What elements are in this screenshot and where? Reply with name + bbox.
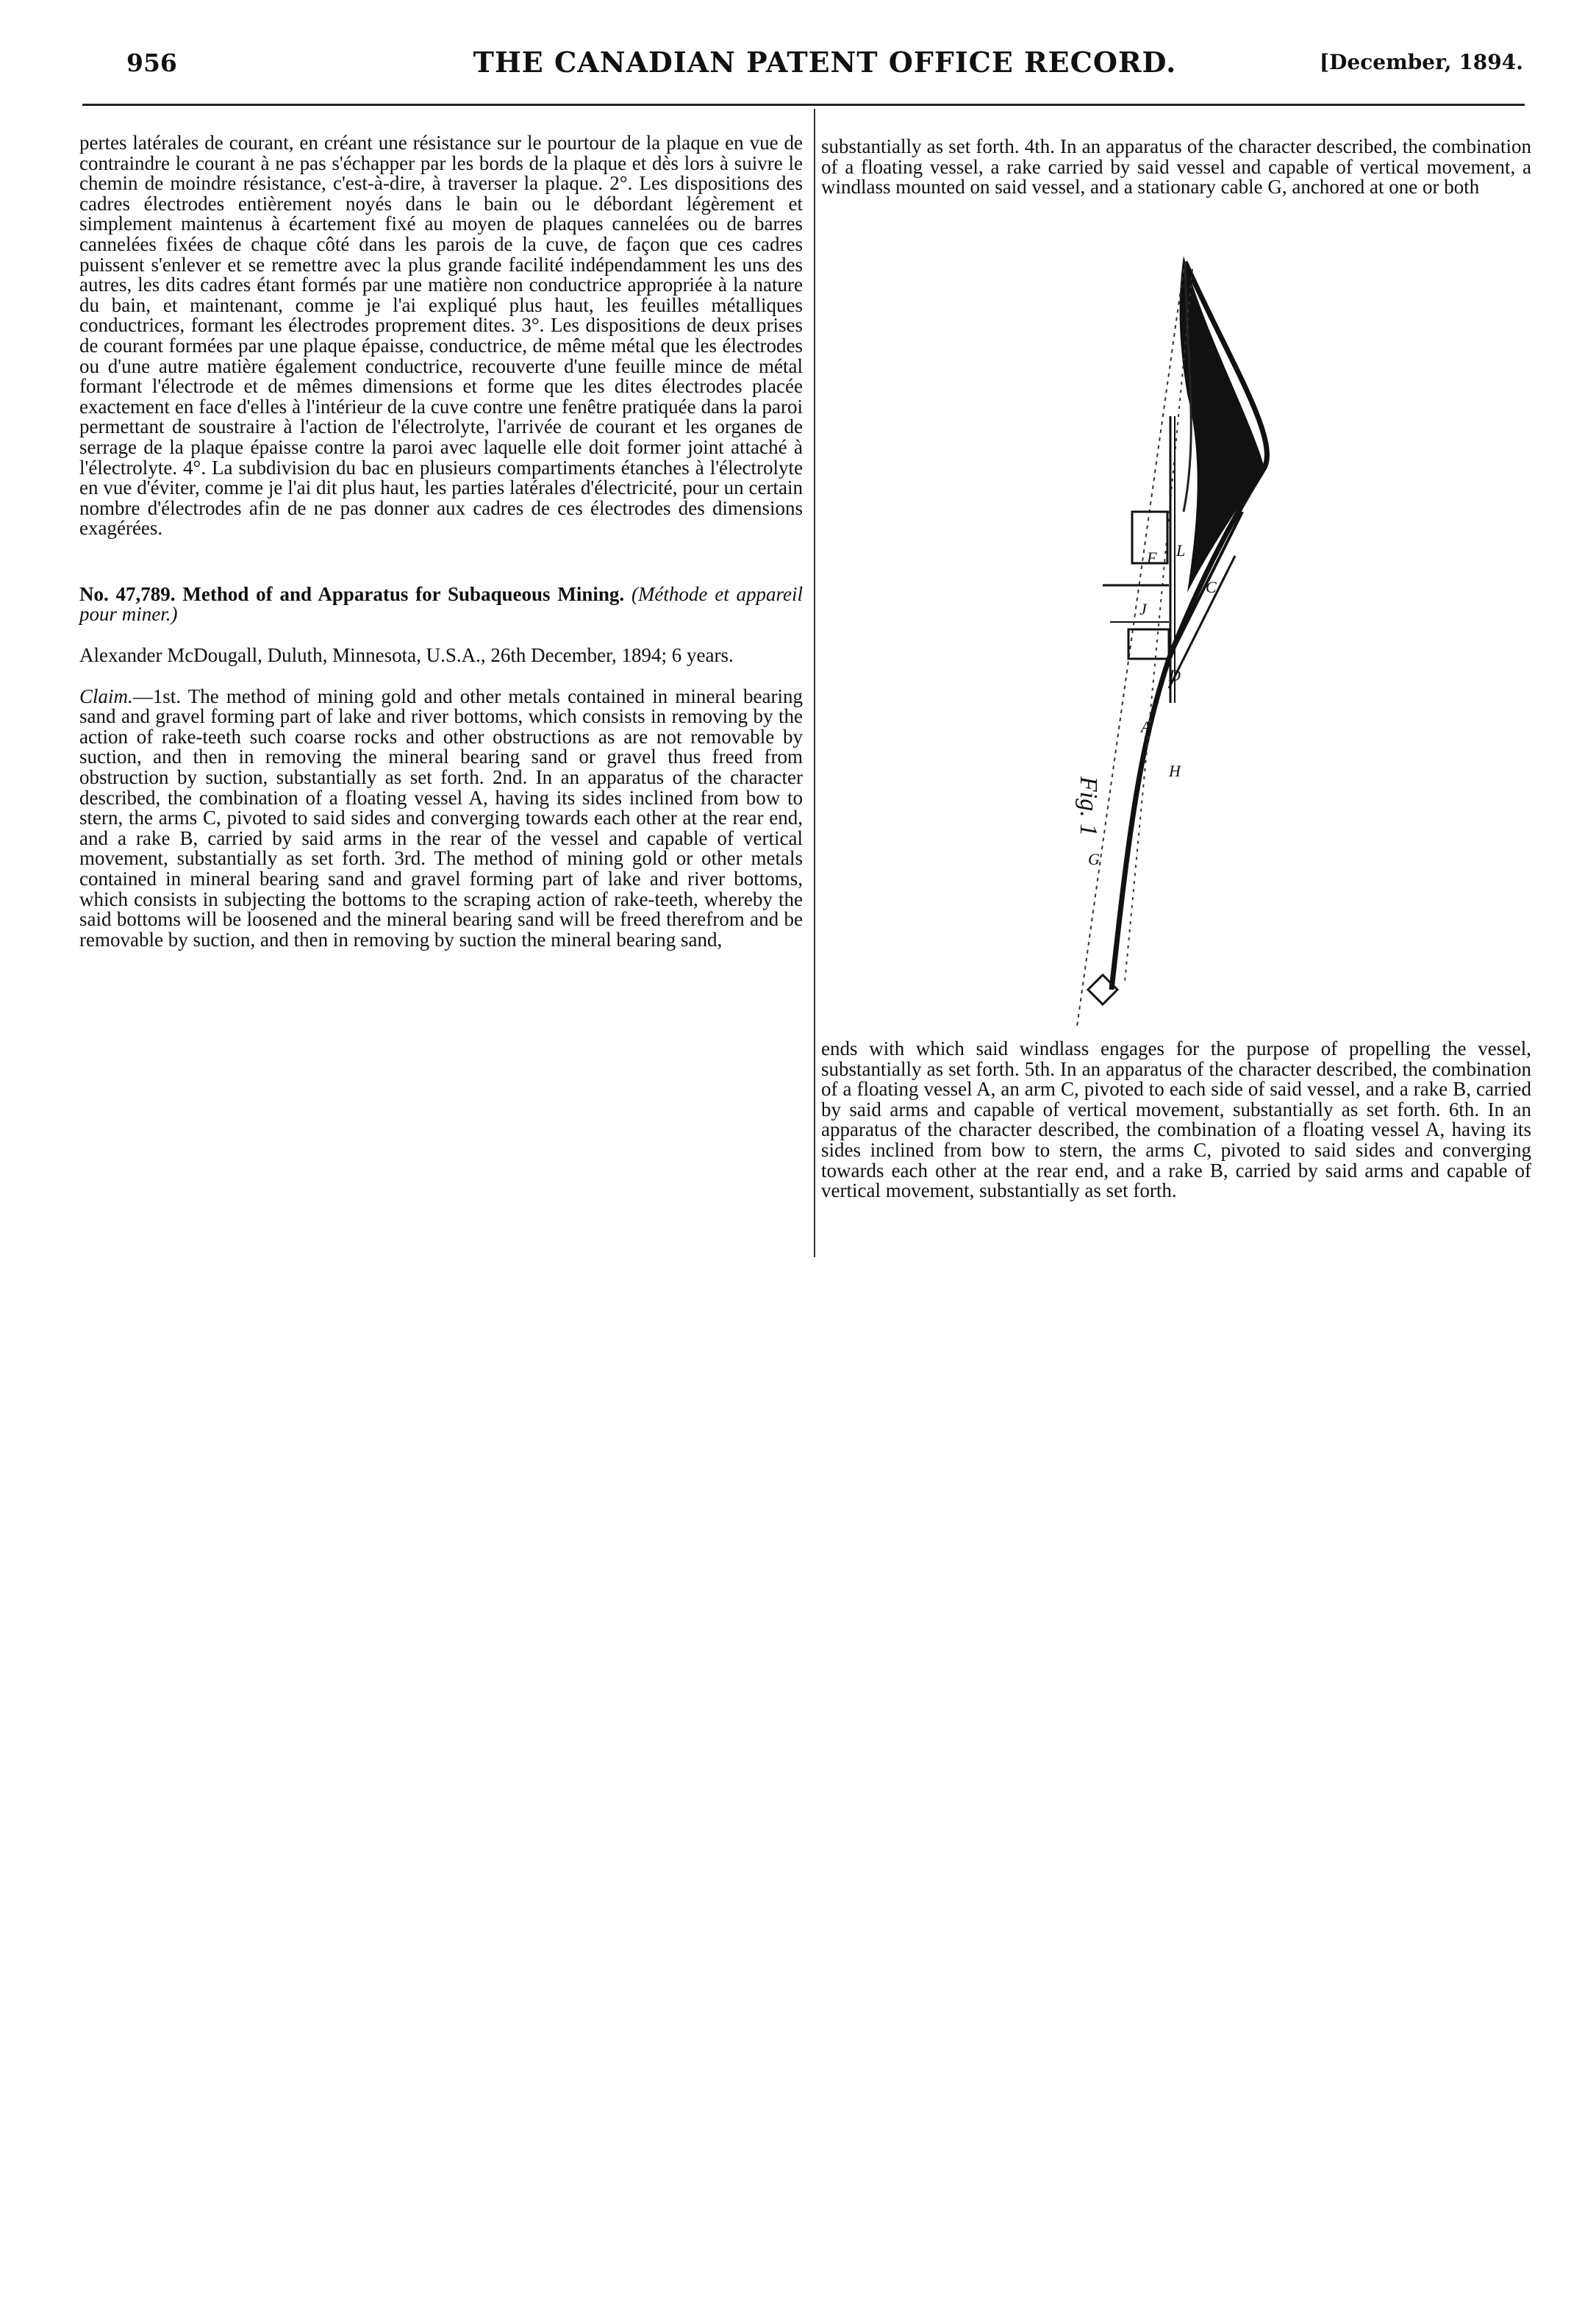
- label-g: G: [1088, 850, 1100, 868]
- label-j: J: [1139, 600, 1147, 618]
- patent-title: Method of and Apparatus for Subaqueous Mining.: [182, 582, 625, 605]
- figure-drawing: [1059, 247, 1301, 1028]
- patent-claims: [79, 687, 803, 951]
- figure-patent-number: 47789: [1201, 446, 1223, 493]
- issue-date: [December, 1894.: [1319, 50, 1523, 74]
- label-c: C: [1206, 578, 1217, 596]
- claims-continued-text: substantially as set forth. 4th. In an apparatus of the character described, the combination of a floating vessel, a rake carried by said vessel and capable of vertical movement, a windlass mounted on said vessel, and a stationary cable G, anchored at one or both: [821, 135, 1531, 199]
- page-header: [126, 46, 1523, 90]
- header-rule: [82, 104, 1525, 106]
- patent-number: No. 47,789.: [79, 582, 176, 605]
- right-column-bottom: [821, 1039, 1531, 1201]
- label-l: L: [1176, 541, 1186, 560]
- cable-line: [1077, 269, 1184, 1026]
- patent-french-title: (Méthode et appareil pour miner.): [79, 582, 804, 626]
- claim-text: —1st. The method of mining gold and other metals contained in mineral bearing sand and gravel forming part of lake and river bottoms, which consists in removing by the action of rake-teeth such coarse rocks and other obstructions as are not removable by suction, and then in removing the mineral bearing sand or gravel thus freed from obstruction by suction, substantially as set forth. 2nd. In an apparatus of the character described, the combination of a floating vessel A, having its sides inclined from bow to stern, the arms C, pivoted to said sides and converging towards each other at the rear end, and a rake B, carried by said arms in the rear of the vessel and capable of vertical movement, substantially as set forth. 3rd. The method of mining gold or other metals contained in mineral bearing sand and gravel forming part of lake and river bottoms, which consists in subjecting the bottoms to the scraping action of rake-teeth, whereby the said bottoms will be loosened and the mineral bearing sand will be freed therefrom and be removable by suction, and then in removing by suction the mineral bearing sand,: [79, 685, 803, 951]
- right-column-top: [821, 137, 1531, 198]
- claim-label: Claim.: [79, 685, 133, 707]
- label-f: F: [1147, 548, 1157, 567]
- label-d: D: [1169, 666, 1181, 685]
- label-h: H: [1169, 762, 1181, 780]
- claims-final-text: ends with which said windlass engages for the purpose of propelling the vessel, substantially as set forth. 5th. In an apparatus of the character described, the combination of a floating vessel A, an arm C, pivoted to each side of said vessel, and a rake B, carried by said arms and capable of vertical movement, substantially as set forth. 6th. In an apparatus of the character described, the combination of a floating vessel A, having its sides inclined from bow to stern, the arms C, pivoted to said sides and converging towards each other at the rear end, and a rake B, carried by said arms and capable of vertical movement, substantially as set forth.: [821, 1037, 1531, 1202]
- column-separator: [814, 109, 815, 1257]
- page-number: 956: [126, 49, 177, 77]
- patent-heading: [79, 582, 804, 626]
- patent-figure: [1059, 247, 1301, 1028]
- patent-inventor: Alexander McDougall, Duluth, Minnesota, U.S.A., 26th December, 1894; 6 years.: [79, 644, 734, 667]
- french-claims-text: pertes latérales de courant, en créant une résistance sur le pourtour de la plaque en vue de contraindre le courant à ne pas s'échapper par les bords de la plaque et dès lors à suivre le chemin de moindre résistance, c'est-à-dire, à traverser la plaque. 2°. Les dispositions des cadres électrodes entièrement noyés dans le bain ou le débordant légèrement et simplement maintenus à écartement fixé au moyen de plaques cannelées ou de barres cannelées fixées de chaque côté dans les parois de la cuve, de façon que ces cadres puissent s'enlever et se remettre avec la plus grande facilité indépendamment les uns des autres, les dits cadres étant formés par une matière non conductrice appropriée à la nature du bain, et maintenant, comme je l'ai expliqué plus haut, les feuilles métalliques conductrices, formant les électrodes proprement dites. 3°. Les dispositions de deux prises de courant formées par une plaque épaisse, conductrice, de même métal que les électrodes ou d'une autre matière également conductrice, recouverte d'une feuille mince de métal formant l'électrode et de mêmes dimensions et forme que les dites électrodes placée exactement en face d'elles à l'intérieur de la cuve contre une fenêtre pratiquée dans la paroi permettant de soustraire à l'action de l'électrolyte, l'arrivée de courant et les organes de serrage de la plaque épaisse contre la paroi avec laquelle elle doit former joint attaché à l'électrolyte. 4°. La subdivision du bac en plusieurs compartiments étanches à l'électrolyte en vue d'éviter, comme je l'ai dit plus haut, les parties latérales d'électricité, pour un certain nombre d'électrodes afin de ne pas donner aux cadres de ces électrodes des dimensions exagérées.: [79, 132, 803, 540]
- label-b: B: [1228, 475, 1238, 493]
- left-column: [79, 133, 803, 950]
- label-a: A: [1141, 718, 1151, 736]
- journal-title: THE CANADIAN PATENT OFFICE RECORD.: [473, 46, 1177, 79]
- figure-caption: Fig. 1: [1075, 776, 1102, 837]
